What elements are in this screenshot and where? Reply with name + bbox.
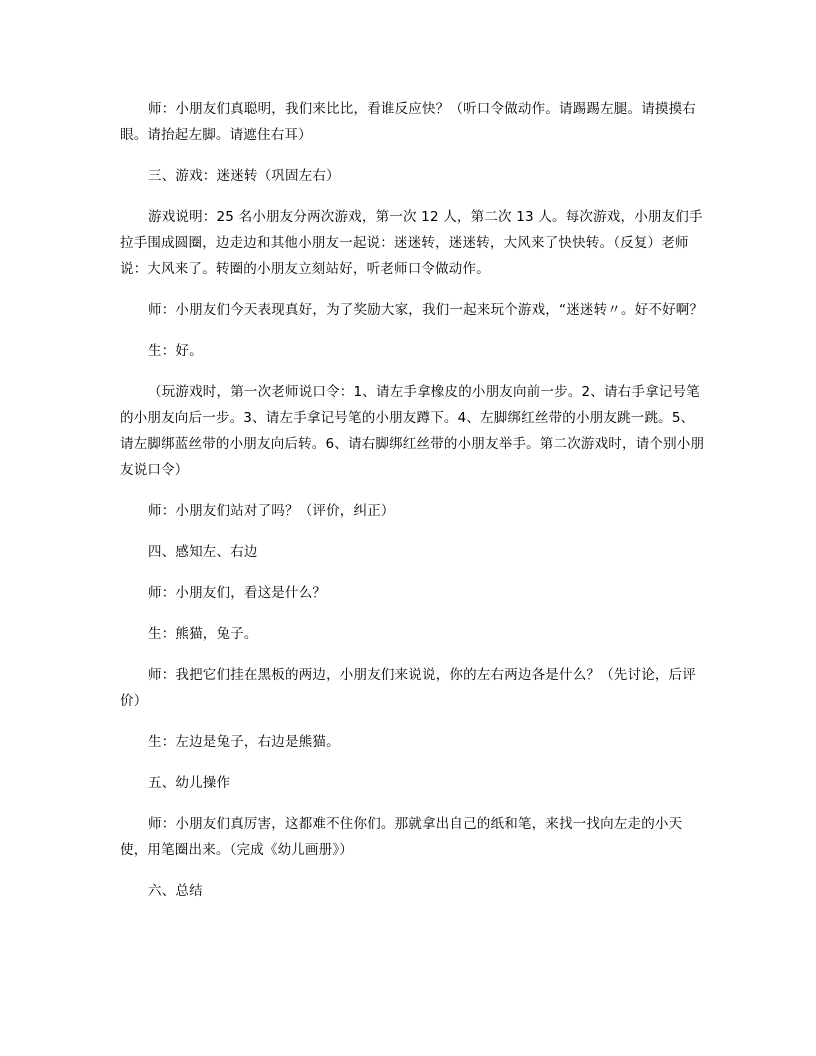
dialogue-teacher-operation: 师：小朋友们真厉害，这都难不住你们。那就拿出自己的纸和笔，来找一找向左走的小天使，用笔圈出来。（完成《幼儿画册》） [120, 816, 683, 858]
section-heading-game: 三、游戏：迷迷转（巩固左右） [148, 168, 340, 184]
dialogue-student-ok: 生：好。 [148, 343, 203, 359]
game-instructions: 游戏说明：25 名小朋友分两次游戏，第一次 12 人，第二次 13 人。每次游戏，小朋友们手拉手围成圆圈，边走边和其他小朋友一起说：迷迷转，迷迷转，大风来了快快转。（反复）老师说：大风来了。转圈的小朋友立刻站好，听老师口令做动作。 [120, 209, 703, 277]
dialogue-student-left-right: 生：左边是兔子，右边是熊猫。 [148, 734, 340, 750]
section-heading-summary: 六、总结 [148, 883, 203, 899]
dialogue-teacher-reward: 师：小朋友们今天表现真好，为了奖励大家，我们一起来玩个游戏，“迷迷转〃。好不好啊？ [148, 302, 704, 318]
dialogue-teacher-blackboard: 师：我把它们挂在黑板的两边，小朋友们来说说，你的左右两边各是什么？（先讨论，后评价） [120, 667, 696, 709]
dialogue-teacher-what: 师：小朋友们，看这是什么？ [148, 585, 327, 601]
dialogue-teacher-reaction: 师：小朋友们真聪明，我们来比比，看谁反应快？（听口令做动作。请踢踢左腿。请摸摸右眼。请抬起左脚。请遮住右耳） [120, 101, 696, 143]
dialogue-student-animals: 生：熊猫，兔子。 [148, 626, 258, 642]
section-heading-operation: 五、幼儿操作 [148, 775, 231, 791]
game-commands-note: （玩游戏时，第一次老师说口令：1、请左手拿橡皮的小朋友向前一步。2、请右手拿记号笔的小朋友向后一步。3、请左手拿记号笔的小朋友蹲下。4、左脚绑红丝带的小朋友跳一跳。5、请左脚绑蓝丝带的小朋友向后转。6、请右脚绑红丝带的小朋友举手。第二次游戏时，请个别小朋友说口令） [120, 384, 705, 478]
dialogue-teacher-check: 师：小朋友们站对了吗？（评价，纠正） [148, 503, 395, 519]
section-heading-perceive: 四、感知左、右边 [148, 544, 258, 560]
